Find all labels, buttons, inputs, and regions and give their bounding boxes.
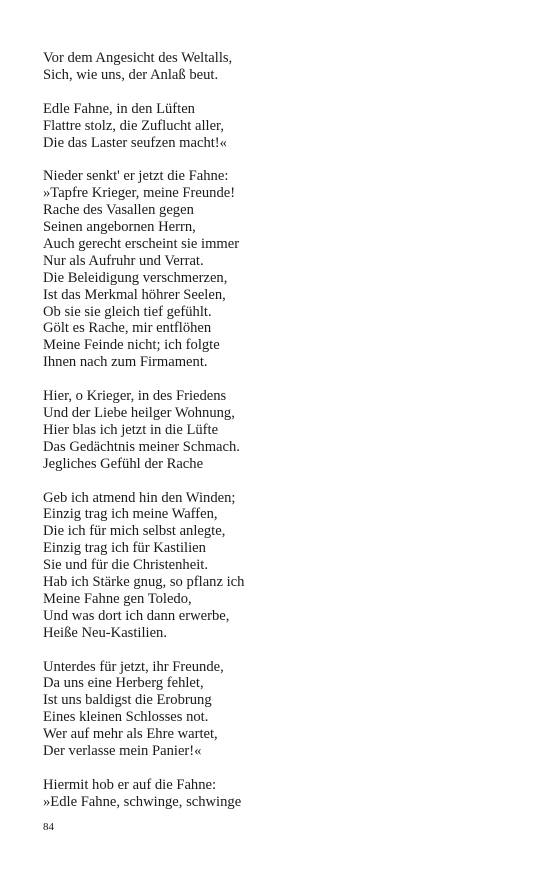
verse-line: Wer auf mehr als Ehre wartet, bbox=[43, 726, 218, 743]
verse-line: Der verlasse mein Panier!« bbox=[43, 743, 202, 760]
verse-line: Seinen angebornen Herrn, bbox=[43, 219, 196, 236]
verse-line: Ist uns baldigst die Erobrung bbox=[43, 692, 212, 709]
verse-line: Hiermit hob er auf die Fahne: bbox=[43, 776, 217, 793]
verse-line: Die Beleidigung verschmerzen, bbox=[43, 269, 228, 286]
verse-line: Rache des Vasallen gegen bbox=[43, 202, 194, 219]
verse-line: Unterdes für jetzt, ihr Freunde, bbox=[43, 658, 224, 675]
verse-line: Meine Fahne gen Toledo, bbox=[43, 590, 192, 607]
verse-line: Geb ich atmend hin den Winden; bbox=[43, 489, 236, 506]
verse-line: Und der Liebe heilger Wohnung, bbox=[43, 404, 235, 421]
stanza bbox=[43, 490, 513, 642]
poem-text bbox=[43, 50, 513, 811]
stanza bbox=[43, 168, 513, 371]
verse-line: Einzig trag ich meine Waffen, bbox=[43, 506, 218, 523]
verse-line: Gölt es Rache, mir entflöhen bbox=[43, 320, 212, 337]
verse-line: Da uns eine Herberg fehlet, bbox=[43, 675, 204, 692]
stanza bbox=[43, 659, 513, 760]
verse-line: Das Gedächtnis meiner Schmach. bbox=[43, 438, 240, 455]
verse-line: Hier, o Krieger, in des Friedens bbox=[43, 388, 227, 405]
stanza bbox=[43, 388, 513, 473]
verse-line: Die ich für mich selbst anlegte, bbox=[43, 523, 226, 540]
verse-line: Jegliches Gefühl der Rache bbox=[43, 455, 204, 472]
verse-line: Sich, wie uns, der Anlaß beut. bbox=[43, 66, 219, 83]
verse-line: Nieder senkt' er jetzt die Fahne: bbox=[43, 168, 229, 185]
verse-line: Auch gerecht erscheint sie immer bbox=[43, 235, 240, 252]
verse-line: »Tapfre Krieger, meine Freunde! bbox=[43, 185, 236, 202]
verse-line: Heiße Neu-Kastilien. bbox=[43, 624, 168, 641]
verse-line: »Edle Fahne, schwinge, schwinge bbox=[43, 793, 242, 810]
verse-line: Ob sie sie gleich tief gefühlt. bbox=[43, 303, 212, 320]
verse-line: Nur als Aufruhr und Verrat. bbox=[43, 252, 204, 269]
verse-line: Ist das Merkmal höhrer Seelen, bbox=[43, 286, 226, 303]
verse-line: Flattre stolz, die Zuflucht aller, bbox=[43, 117, 224, 134]
verse-line: Eines kleinen Schlosses not. bbox=[43, 709, 209, 726]
verse-line: Sie und für die Christenheit. bbox=[43, 557, 208, 574]
page-number: 84 bbox=[43, 821, 54, 833]
verse-line: Edle Fahne, in den Lüften bbox=[43, 100, 195, 117]
verse-line: Vor dem Angesicht des Weltalls, bbox=[43, 50, 233, 66]
verse-line: Hier blas ich jetzt in die Lüfte bbox=[43, 421, 219, 438]
stanza bbox=[43, 101, 513, 152]
verse-line: Ihnen nach zum Firmament. bbox=[43, 354, 208, 371]
verse-line: Und was dort ich dann erwerbe, bbox=[43, 607, 230, 624]
stanza bbox=[43, 50, 513, 84]
verse-line: Meine Feinde nicht; ich folgte bbox=[43, 337, 220, 354]
stanza bbox=[43, 777, 513, 811]
verse-line: Die das Laster seufzen macht!« bbox=[43, 134, 227, 151]
verse-line: Einzig trag ich für Kastilien bbox=[43, 540, 206, 557]
verse-line: Hab ich Stärke gnug, so pflanz ich bbox=[43, 574, 245, 591]
